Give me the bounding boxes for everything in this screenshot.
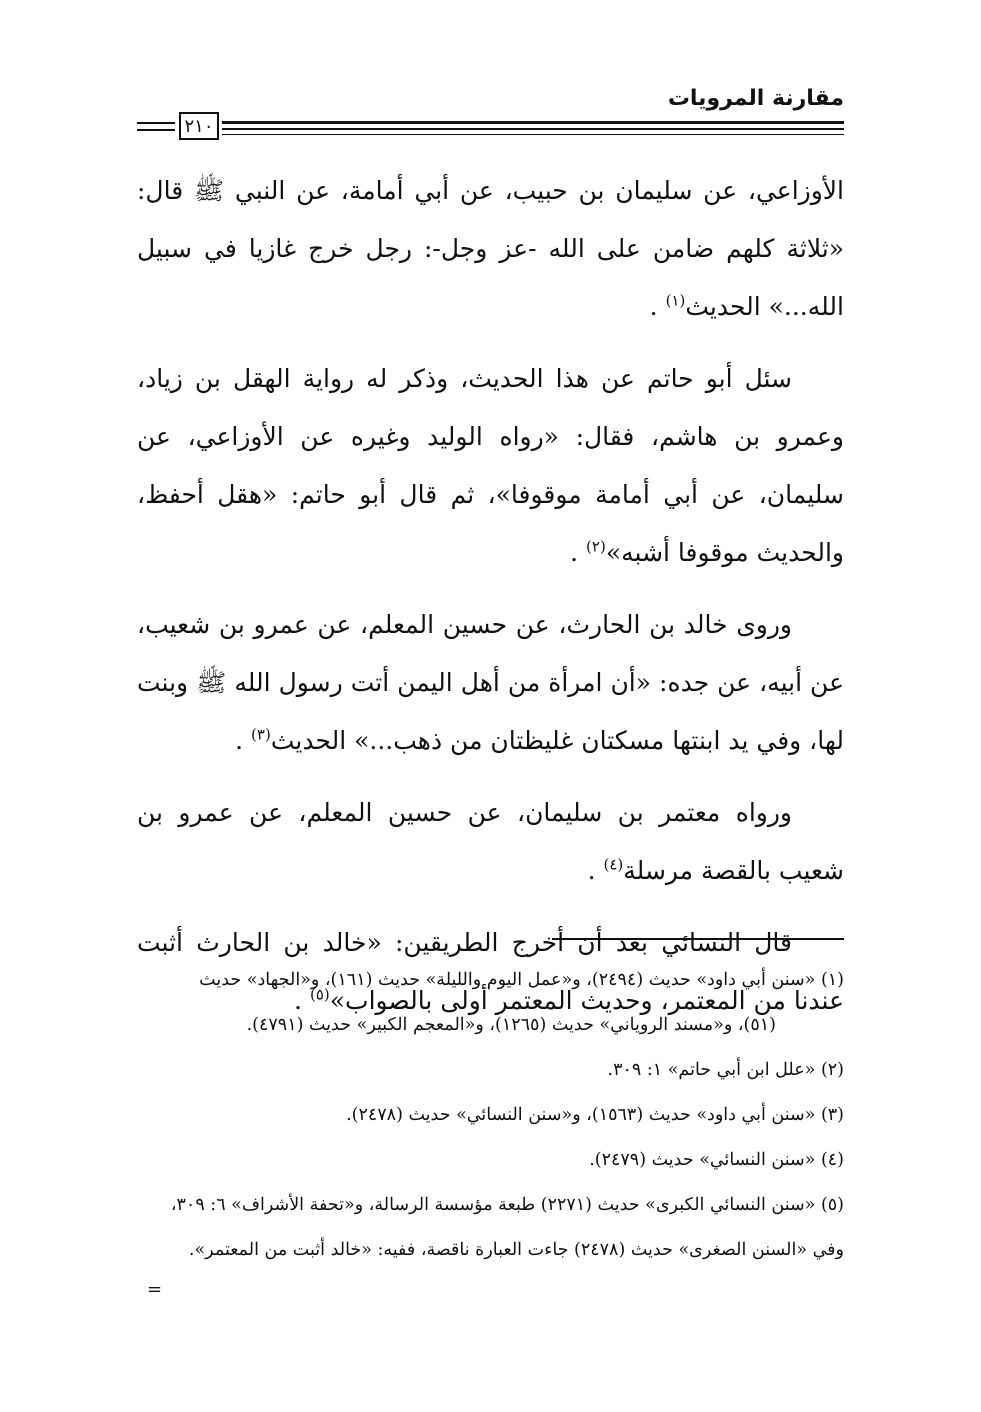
footnote-label: (٣) [820,1105,844,1125]
paragraph [137,350,844,582]
footnote-label: (١) [820,970,844,990]
paragraph-end: . [587,856,596,885]
continuation-mark: = [147,1279,163,1300]
footnote-text: (٥١)، و«مسند الروياني» حديث (١٢٦٥)، و«المعجم الكبير» حديث (٤٧٩١). [246,1015,776,1035]
paragraph-end: . [570,538,579,567]
footnote [137,1138,844,1183]
header-rule [222,128,844,130]
body-text [137,162,844,1030]
paragraph [137,596,844,770]
paragraph-end: . [235,726,244,755]
paragraph-text: قال النسائي بعد أن أخرج الطريقين: «خالد بن الحارث أثبت عندنا من المعتمر، وحديث المعتمر أولى بالصواب» [137,928,844,1015]
footnote-label: (٥) [820,1195,844,1215]
footnote-text: «سنن أبي داود» حديث (٢٤٩٤)، و«عمل اليوم والليلة» حديث (١٦١)، و«الجهاد» حديث [199,970,816,990]
paragraph-text: الأوزاعي، عن سليمان بن حبيب، عن أبي أمامة، عن النبي ﷺ قال: «ثلاثة كلهم ضامن على الله -عز وجل-: رجل خرج غازيا في سبيل الله...» الحديث [137,176,844,321]
footnote-ref: (٤) [603,855,624,874]
paragraph-text: ورواه معتمر بن سليمان، عن حسين المعلم، عن عمرو بن شعيب بالقصة مرسلة [137,798,844,885]
header-rule [222,121,844,124]
footnote-ref: (٥) [309,985,330,1004]
footnotes [137,958,844,1273]
footnote [137,958,844,1048]
footnote-label: (٤) [820,1150,844,1170]
header-rule-short [137,129,175,131]
footnote-text: «سنن النسائي الكبرى» حديث (٢٢٧١) طبعة مؤسسة الرسالة، و«تحفة الأشراف» ٦: ٣٠٩، [170,1195,816,1215]
paragraph-end: . [294,986,302,1015]
page-number: ٢١٠ [179,112,219,140]
footnote-separator [552,938,844,940]
footnote [137,1048,844,1093]
footnote-ref: (٣) [251,725,271,744]
footnote-text: «سنن النسائي» حديث (٢٤٧٩). [589,1150,816,1170]
header-rule-short [137,122,175,124]
footnote-text: «علل ابن أبي حاتم» ١: ٣٠٩. [607,1060,816,1080]
paragraph-text: وروى خالد بن الحارث، عن حسين المعلم، عن عمرو بن شعيب، عن أبيه، عن جده: «أن امرأة من أهل اليمن أتت رسول الله ﷺ وبنت لها، وفي يد ابنتها مسكتان غليظتان من ذهب...» الحديث [137,610,844,755]
footnote [137,1093,844,1138]
running-title: مقارنة المرويات [667,86,844,111]
footnote-text: وفي «السنن الصغرى» حديث (٢٤٧٨) جاءت العبارة ناقصة، ففيه: «خالد أثبت من المعتمر». [188,1240,844,1260]
footnote [137,1183,844,1273]
paragraph [137,162,844,336]
paragraph [137,784,844,900]
header-rule [222,134,844,135]
footnote-ref: (٢) [586,537,606,556]
paragraph-end: . [649,292,658,321]
footnote-ref: (١) [665,291,686,310]
paragraph-text: سئل أبو حاتم عن هذا الحديث، وذكر له رواية الهقل بن زياد، وعمرو بن هاشم، فقال: «رواه الوليد وغيره عن الأوزاعي، عن سليمان، عن أبي أمامة موقوفا»، ثم قال أبو حاتم: «هقل أحفظ، والحديث موقوفا أشبه» [137,364,844,567]
footnote-text: «سنن أبي داود» حديث (١٥٦٣)، و«سنن النسائي» حديث (٢٤٧٨). [346,1105,816,1125]
footnote-label: (٢) [820,1060,844,1080]
